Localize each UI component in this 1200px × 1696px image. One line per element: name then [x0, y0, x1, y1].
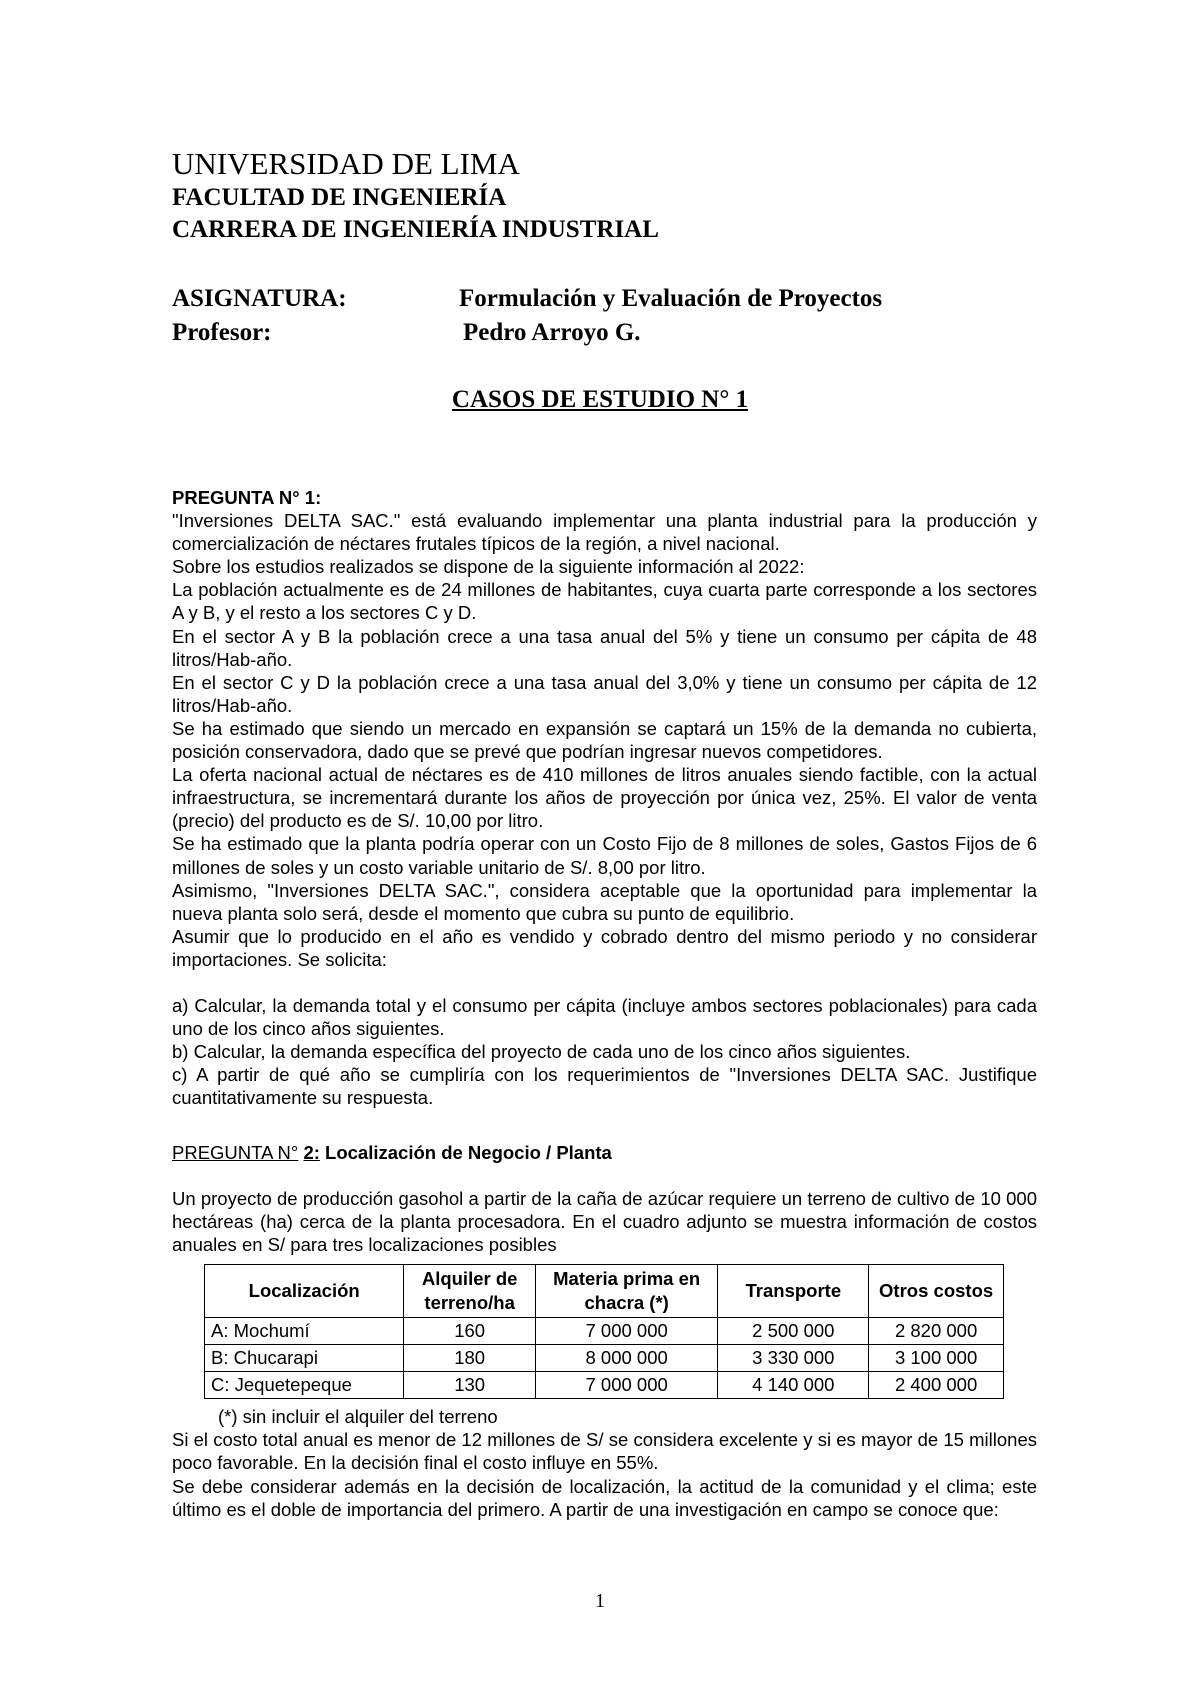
university-name: UNIVERSIDAD DE LIMA — [172, 146, 520, 181]
table-cell: 3 100 000 — [869, 1345, 1004, 1372]
q1-subquestion-a: a) Calcular, la demanda total y el consumo per cápita (incluye ambos sectores poblacionales) para cada uno de los cinco años siguientes. — [172, 994, 1037, 1040]
professor-label: Profesor: — [172, 319, 272, 346]
professor-row — [172, 316, 882, 350]
table-cell: 3 330 000 — [718, 1345, 869, 1372]
column-header: Localización — [205, 1265, 404, 1318]
table-cell: 8 000 000 — [535, 1345, 718, 1372]
table-cell: C: Jequetepeque — [205, 1372, 404, 1399]
table-row — [205, 1372, 1004, 1399]
q2-paragraph: Se debe considerar además en la decisión de localización, la actitud de la comunidad y el clima; este último es el doble de importancia del primero. A partir de una investigación en campo se conoce que: — [172, 1475, 1037, 1520]
q1-paragraph: Se ha estimado que siendo un mercado en expansión se captará un 15% de la demanda no cubierta, posición conservadora, dado que se prevé que podrían ingresar nuevos competidores. — [172, 717, 1037, 763]
question-2-number: 2: — [303, 1142, 320, 1163]
spacer — [172, 1164, 1037, 1187]
table-header-row — [205, 1265, 1004, 1318]
table-cell: A: Mochumí — [205, 1318, 404, 1345]
table-cell: 130 — [404, 1372, 536, 1399]
question-2-continued — [172, 1405, 1037, 1521]
table-cell: 180 — [404, 1345, 536, 1372]
document-header — [172, 146, 659, 246]
course-info — [172, 282, 882, 350]
q1-paragraph: La población actualmente es de 24 millones de habitantes, cuya cuarta parte corresponde a los sectores A y B, y el resto a los sectores C y D. — [172, 579, 1037, 624]
column-header: Alquiler de terreno/ha — [404, 1265, 536, 1318]
table-footnote: (*) sin incluir el alquiler del terreno — [218, 1406, 498, 1427]
q1-paragraph: Asimismo, "Inversiones DELTA SAC.", considera aceptable que la oportunidad para implementar la nueva planta solo será, desde el momento que cubra su punto de equilibrio. — [172, 879, 1037, 924]
q1-paragraph: La oferta nacional actual de néctares es de 410 millones de litros anuales siendo factible, con la actual infraestructura, se incrementará durante los años de proyección por única vez, 25%. El valor de venta (precio) del producto es de S/. 10,00 por litro. — [172, 764, 1037, 832]
question-2-heading — [172, 1141, 1037, 1164]
table-cell: 2 500 000 — [718, 1318, 869, 1345]
location-cost-table — [204, 1264, 1004, 1399]
career-name: CARRERA DE INGENIERÍA INDUSTRIAL — [172, 216, 659, 243]
table-cell: 7 000 000 — [535, 1372, 718, 1399]
professor-value: Pedro Arroyo G. — [463, 319, 641, 346]
column-header: Otros costos — [869, 1265, 1004, 1318]
table-row — [205, 1318, 1004, 1345]
table-cell: 4 140 000 — [718, 1372, 869, 1399]
spacer — [172, 971, 1037, 994]
q1-paragraph: En el sector C y D la población crece a una tasa anual del 3,0% y tiene un consumo per cápita de 12 litros/Hab-año. — [172, 671, 1037, 716]
subject-label: ASIGNATURA: — [172, 285, 347, 312]
table-row — [205, 1345, 1004, 1372]
column-header: Materia prima en chacra (*) — [535, 1265, 718, 1318]
table-cell: 7 000 000 — [535, 1318, 718, 1345]
faculty-name: FACULTAD DE INGENIERÍA — [172, 184, 507, 211]
question-2-title: Localización de Negocio / Planta — [325, 1142, 612, 1163]
q1-paragraph: En el sector A y B la población crece a una tasa anual del 5% y tiene un consumo per cápita de 48 litros/Hab-año. — [172, 625, 1037, 670]
table-cell: B: Chucarapi — [205, 1345, 404, 1372]
table-cell: 160 — [404, 1318, 536, 1345]
q2-intro: Un proyecto de producción gasohol a partir de la caña de azúcar requiere un terreno de cultivo de 10 000 hectáreas (ha) cerca de la planta procesadora. En el cuadro adjunto se muestra información de costos anuales en S/ para tres localizaciones posibles — [172, 1188, 1037, 1256]
question-2 — [172, 1141, 1037, 1256]
q1-paragraph: Asumir que lo producido en el año es vendido y cobrado dentro del mismo periodo y no considerar importaciones. Se solicita: — [172, 925, 1037, 970]
column-header: Transporte — [718, 1265, 869, 1318]
table-cell: 2 820 000 — [869, 1318, 1004, 1345]
q1-paragraph: Sobre los estudios realizados se dispone de la siguiente información al 2022: — [172, 556, 805, 578]
q1-subquestion-b: b) Calcular, la demanda específica del proyecto de cada uno de los cinco años siguientes. — [172, 1041, 911, 1063]
q1-paragraph: Se ha estimado que la planta podría operar con un Costo Fijo de 8 millones de soles, Gastos Fijos de 6 millones de soles y un costo variable unitario de S/. 8,00 por litro. — [172, 833, 1037, 878]
question-2-label: PREGUNTA N° — [172, 1142, 299, 1163]
page-number: 1 — [595, 1590, 605, 1612]
q1-paragraph: "Inversiones DELTA SAC." está evaluando implementar una planta industrial para la producción y comercialización de néctares frutales típicos de la región, a nivel nacional. — [172, 510, 1037, 555]
subject-row — [172, 282, 882, 316]
subject-value: Formulación y Evaluación de Proyectos — [459, 285, 883, 312]
question-1 — [172, 486, 1037, 1109]
table-cell: 2 400 000 — [869, 1372, 1004, 1399]
q1-subquestion-c: c) A partir de qué año se cumpliría con los requerimientos de "Inversiones DELTA SAC. Justifique cuantitativamente su respuesta. — [172, 1064, 1037, 1109]
q2-paragraph: Si el costo total anual es menor de 12 millones de S/ se considera excelente y si es mayor de 15 millones poco favorable. En la decisión final el costo influye en 55%. — [172, 1429, 1037, 1474]
case-title: CASOS DE ESTUDIO N° 1 — [451, 386, 749, 413]
question-1-heading: PREGUNTA N° 1: — [172, 487, 322, 508]
